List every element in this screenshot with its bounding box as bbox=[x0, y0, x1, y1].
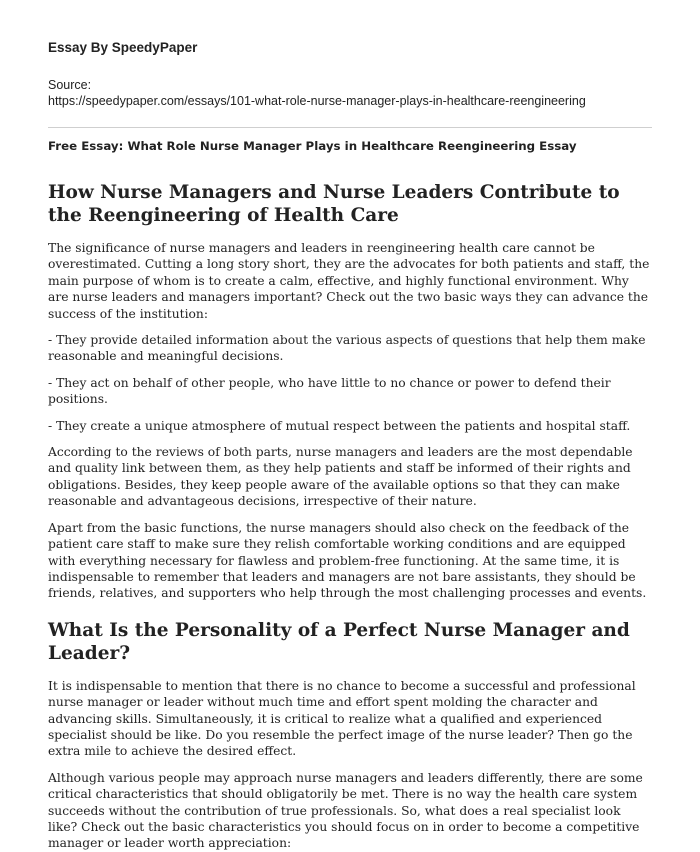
source-url[interactable]: https://speedypaper.com/essays/101-what-role-nurse-manager-plays-in-healthcare-reengineering bbox=[48, 94, 586, 108]
paragraph: It is indispensable to mention that there is no chance to become a successful and professional nurse manager or leader without much time and effort spent molding the character and advancing skills. Simultaneously, it is critical to realize what a qualified and experienced specialist should be like. Do you resemble the perfect image of the nurse leader? Then go the extra mile to achieve the desired effect. bbox=[48, 678, 636, 759]
essay-title: Free Essay: What Role Nurse Manager Plays in Healthcare Reengineering Essay bbox=[48, 139, 577, 153]
section-heading: How Nurse Managers and Nurse Leaders Contribute to the Reengineering of Health Care bbox=[48, 182, 620, 226]
section-heading: What Is the Personality of a Perfect Nurse Manager and Leader? bbox=[48, 619, 630, 664]
paragraph: Although various people may approach nurse managers and leaders differently, there are some critical characteristics that should obligatorily be met. There is no way the health care system succeeds without the contribution of true professionals. So, what does a real specialist look like? Check out the basic characteristics you should focus on in order to become a competitive manager or leader worth appreciation: bbox=[48, 770, 643, 851]
paragraph: According to the reviews of both parts, nurse managers and leaders are the most dependable and quality link between them, as they help patients and staff be informed of their rights and obligations. Besides, they keep people aware of the available options so that they can make reasonable and advantageous decisions, irrespective of their nature. bbox=[48, 445, 633, 509]
list-item: - They create a unique atmosphere of mutual respect between the patients and hospital staff. bbox=[48, 418, 631, 433]
source-label: Source: bbox=[48, 78, 92, 92]
brand-title: Essay By SpeedyPaper bbox=[48, 40, 198, 55]
list-item: - They provide detailed information about the various aspects of questions that help them make reasonable and meaningful decisions. bbox=[48, 333, 646, 364]
divider bbox=[48, 127, 652, 128]
paragraph: Apart from the basic functions, the nurse managers should also check on the feedback of the patient care staff to make sure they relish comfortable working conditions and are equipped with everything necessary for flawless and problem-free functioning. At the same time, it is indispensable to remember that leaders and managers are not bare assistants, they should be friends, relatives, and supporters who help through the most challenging processes and events. bbox=[48, 520, 647, 601]
list-item: - They act on behalf of other people, who have little to no chance or power to defend their positions. bbox=[48, 375, 611, 407]
paragraph: The significance of nurse managers and leaders in reengineering health care cannot be overestimated. Cutting a long story short, they are the advocates for both patients and staff, the main purpose of whom is to create a calm, effective, and highly functional environment. Why are nurse leaders and managers important? Check out the two basic ways they can advance the success of the institution: bbox=[48, 241, 650, 321]
